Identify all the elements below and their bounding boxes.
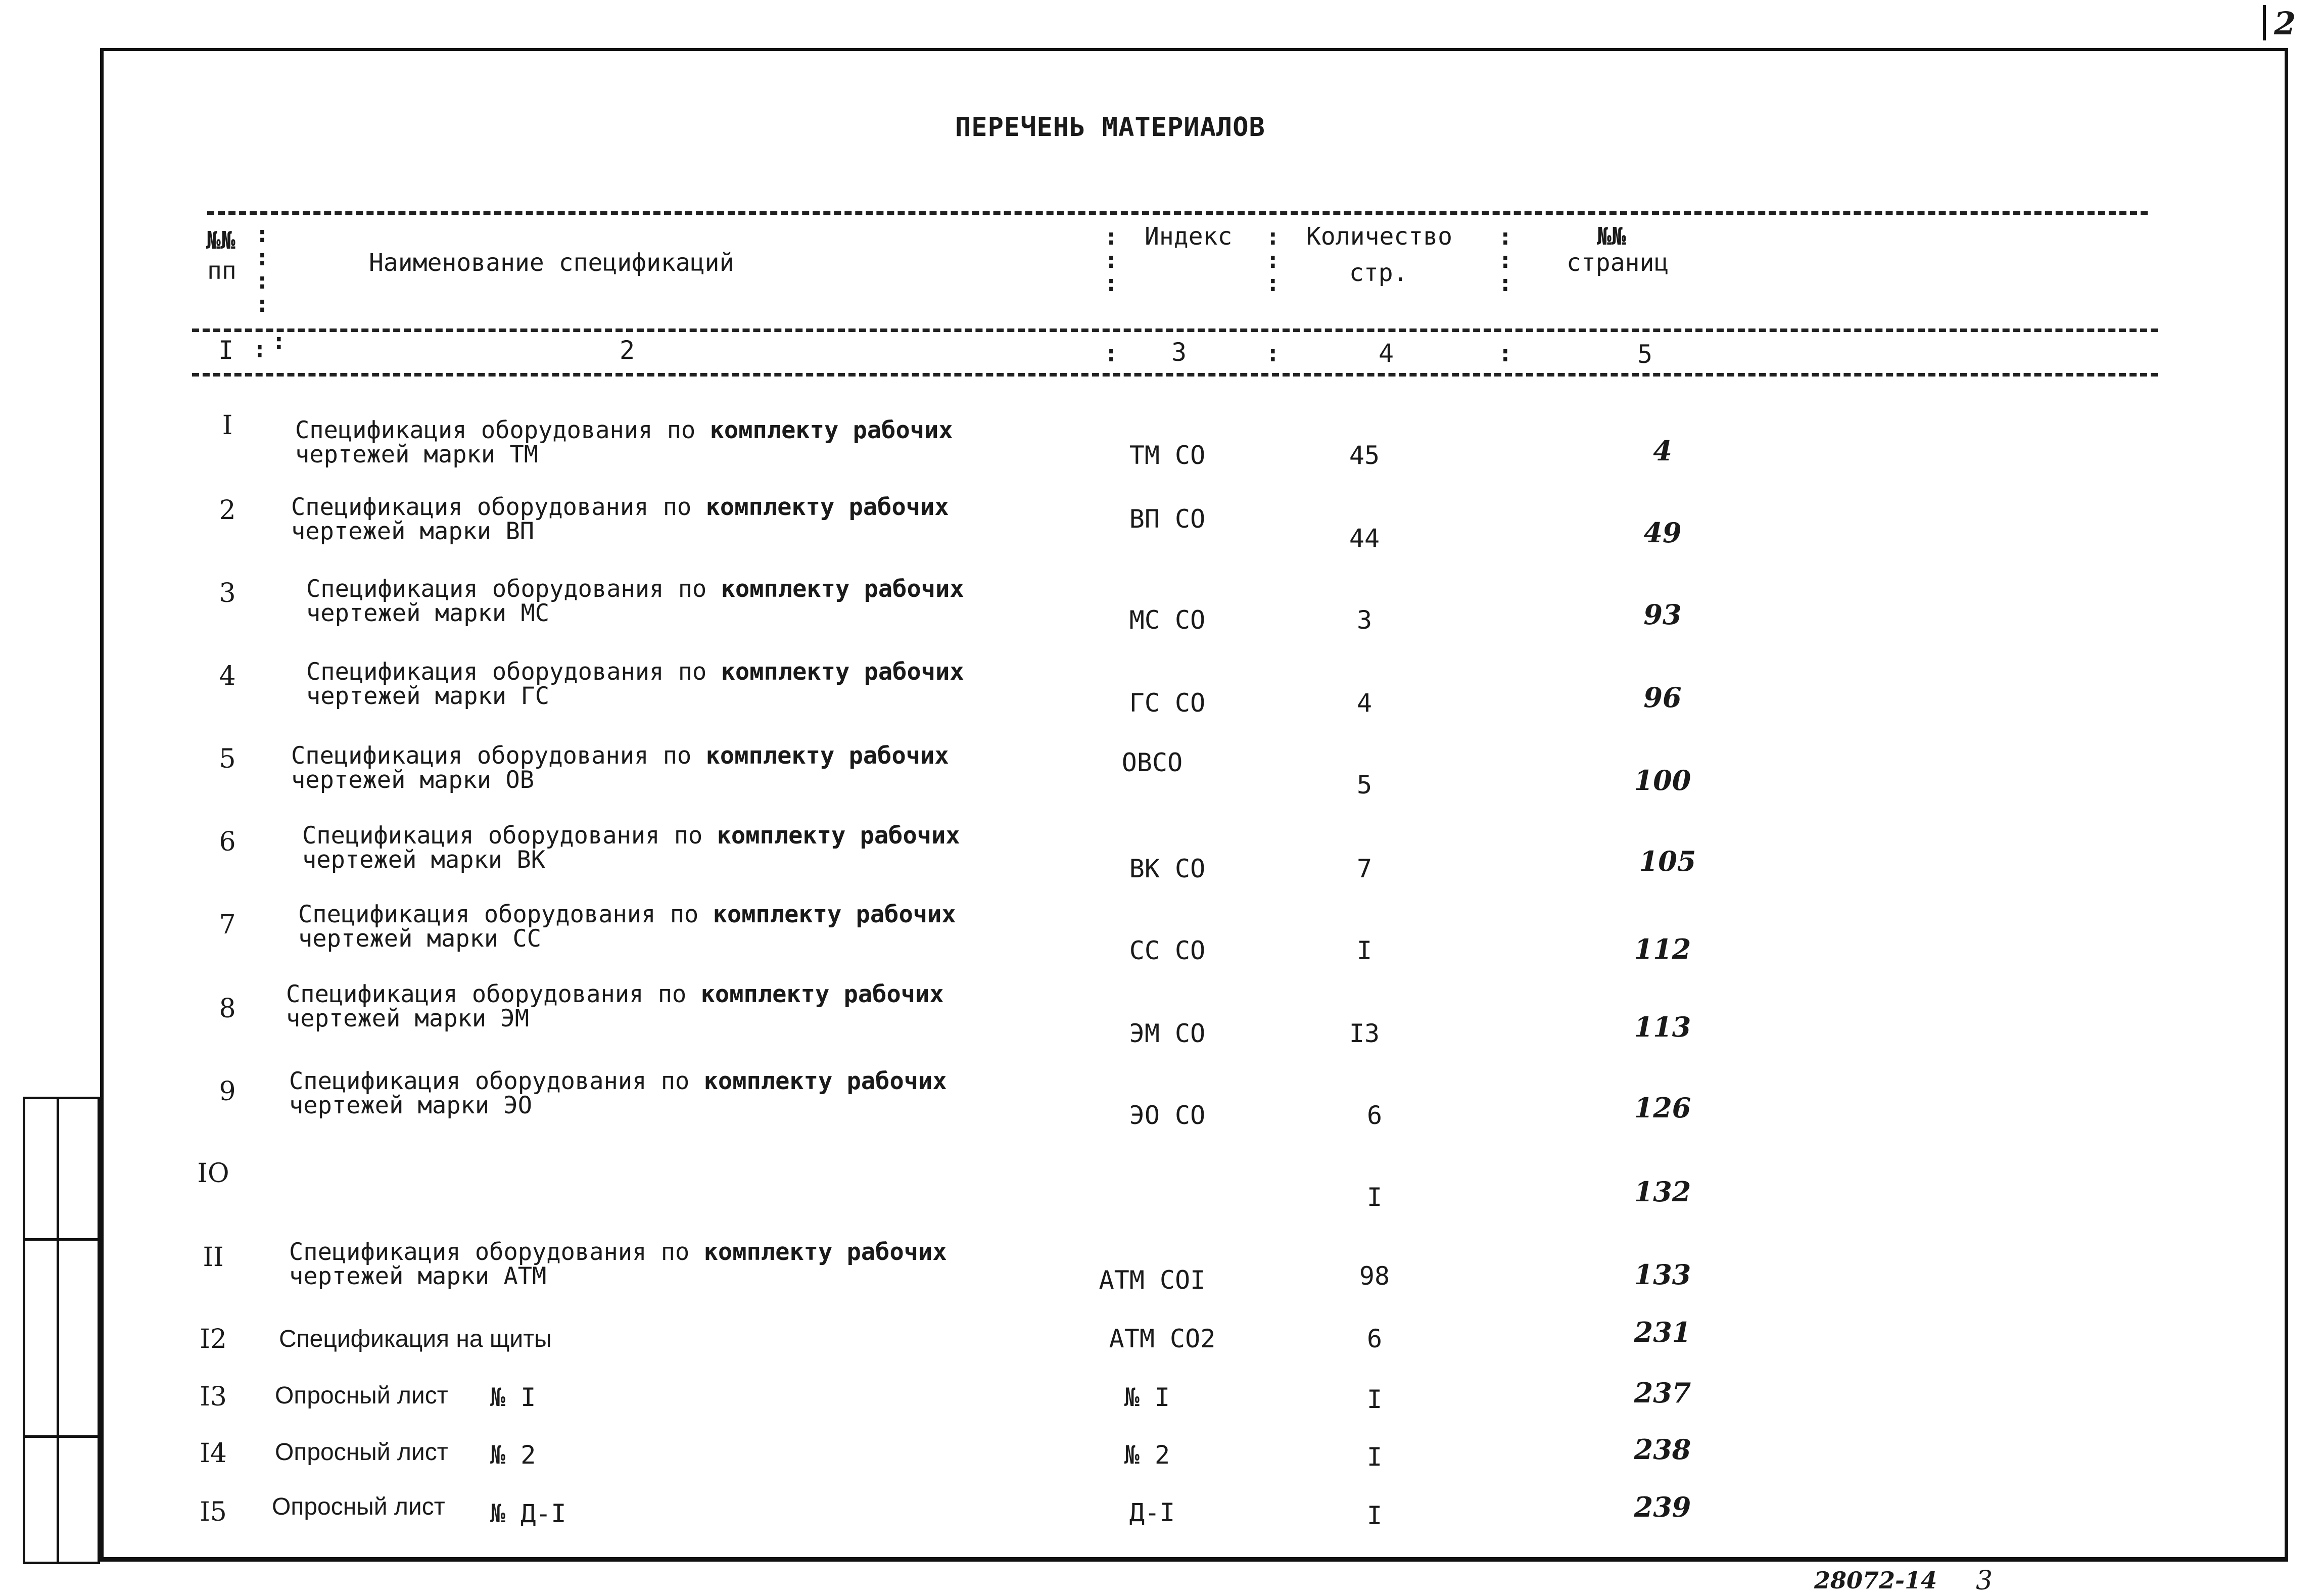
column-separator: : : : <box>1266 223 1280 297</box>
row-number: 2 <box>219 495 236 526</box>
header-row-number-label-2: пп <box>207 257 236 285</box>
column-separator: : : : : <box>255 220 269 317</box>
row-page: 113 <box>1634 1011 1691 1043</box>
row-name: Опросный лист <box>275 1439 448 1466</box>
row-index: АТМ СО2 <box>1109 1324 1216 1353</box>
row-page: 238 <box>1634 1433 1691 1466</box>
row-name: Спецификация оборудования по комплекту рабочих чертежей марки МС <box>306 575 964 627</box>
row-name-suffix: № 2 <box>490 1440 536 1470</box>
row-page: 231 <box>1634 1316 1691 1348</box>
row-number: 8 <box>219 994 236 1024</box>
row-index: ВК СО <box>1129 854 1206 883</box>
row-number: II <box>203 1242 224 1273</box>
column-number: 3 <box>1171 338 1187 367</box>
row-quantity: 3 <box>1356 605 1372 635</box>
row-index: ВП СО <box>1129 504 1206 534</box>
column-number: 4 <box>1379 339 1394 368</box>
column-separator: : : : <box>1498 223 1512 297</box>
column-numbers-rule <box>192 373 2158 377</box>
row-quantity: 5 <box>1356 770 1372 800</box>
row-quantity: 44 <box>1349 524 1380 553</box>
column-number: I <box>218 336 234 365</box>
row-name: Спецификация оборудования по комплекту рабочих чертежей марки ВК <box>302 822 960 874</box>
row-page: 237 <box>1634 1377 1691 1409</box>
row-number: I5 <box>200 1497 227 1527</box>
header-bottom-rule <box>192 328 2158 332</box>
row-number: 3 <box>219 578 236 608</box>
row-quantity: I <box>1366 1442 1383 1472</box>
row-page: 105 <box>1639 845 1696 877</box>
row-name-suffix: № I <box>490 1383 536 1412</box>
row-index: ЭМ СО <box>1129 1019 1206 1048</box>
row-quantity: I <box>1366 1183 1383 1212</box>
row-name: Спецификация оборудования по комплекту рабочих чертежей марки ОВ <box>291 742 949 794</box>
row-index: ОВСО <box>1121 748 1183 777</box>
row-number: I <box>222 410 233 441</box>
row-quantity: 6 <box>1366 1324 1383 1353</box>
row-index: ТМ СО <box>1129 441 1206 470</box>
row-name: Спецификация оборудования по комплекту рабочих чертежей марки АТМ <box>289 1238 947 1290</box>
row-page: 112 <box>1634 933 1691 965</box>
binding-strip <box>23 1097 100 1564</box>
row-name: Спецификация оборудования по комплекту рабочих чертежей марки ЭО <box>289 1067 947 1119</box>
row-index: АТМ СОI <box>1099 1265 1206 1295</box>
corner-mark <box>2263 5 2266 40</box>
row-page: 49 <box>1643 517 1682 549</box>
row-number: 7 <box>219 910 236 940</box>
row-number: 4 <box>219 661 236 691</box>
row-page: 96 <box>1643 681 1682 714</box>
row-index: Д-I <box>1129 1498 1175 1527</box>
column-separator: : <box>1498 340 1512 367</box>
row-page: 132 <box>1634 1176 1691 1208</box>
row-name-suffix: № Д-I <box>490 1499 566 1528</box>
page-number: 3 <box>1976 1566 1993 1596</box>
header-pages-label-2: страниц <box>1567 249 1669 277</box>
row-number: 6 <box>219 827 236 857</box>
column-separator: : : : <box>1104 223 1118 297</box>
header-row-number-label: №№ <box>206 226 235 255</box>
row-name: Спецификация оборудования по комплекту рабочих чертежей марки ЭМ <box>286 980 944 1032</box>
row-number: I4 <box>200 1438 227 1469</box>
column-number: 5 <box>1637 340 1653 369</box>
row-name: Опросный лист <box>275 1382 448 1409</box>
document-code: 28072-14 <box>1814 1567 1937 1594</box>
row-index: СС СО <box>1129 936 1206 965</box>
row-page: 93 <box>1643 598 1682 631</box>
row-quantity: I <box>1366 1501 1383 1530</box>
page-title: ПЕРЕЧЕНЬ МАТЕРИАЛОВ <box>955 112 1265 143</box>
row-index: ЭО СО <box>1129 1101 1206 1130</box>
row-index: № 2 <box>1124 1440 1170 1470</box>
row-number: 9 <box>219 1076 236 1107</box>
row-index: № I <box>1124 1383 1170 1412</box>
row-quantity: I <box>1356 936 1372 965</box>
header-name-label: Наименование спецификаций <box>369 249 734 277</box>
header-pages-label: №№ <box>1597 222 1626 251</box>
row-name: Спецификация оборудования по комплекту рабочих чертежей марки ВП <box>291 493 949 545</box>
row-quantity: 98 <box>1359 1261 1390 1291</box>
row-quantity: 6 <box>1366 1101 1383 1130</box>
row-name: Спецификация оборудования по комплекту рабочих чертежей марки ГС <box>306 658 964 710</box>
row-page: 239 <box>1634 1491 1691 1523</box>
header-top-rule <box>207 211 2148 215</box>
row-index: МС СО <box>1129 605 1206 635</box>
column-number: 2 <box>620 336 635 365</box>
row-number: I3 <box>200 1382 227 1412</box>
binding-strip-divider <box>57 1097 59 1564</box>
row-page: 100 <box>1634 764 1691 796</box>
binding-strip-rule <box>23 1435 100 1438</box>
binding-strip-rule <box>23 1238 100 1241</box>
column-separator: : <box>1104 340 1118 367</box>
row-name: Спецификация оборудования по комплекту рабочих чертежей марки ТМ <box>295 416 953 468</box>
header-quantity-label: Количество <box>1306 222 1452 251</box>
row-quantity: I3 <box>1349 1019 1380 1048</box>
column-separator: : <box>272 327 286 355</box>
sheet-number: 2 <box>2274 5 2296 42</box>
row-number: 5 <box>219 744 236 774</box>
header-index-label: Индекс <box>1145 222 1233 251</box>
row-name: Опросный лист <box>272 1493 445 1520</box>
row-number: I2 <box>200 1324 227 1354</box>
column-separator: : <box>1266 340 1280 367</box>
row-quantity: 45 <box>1349 441 1380 470</box>
row-number: IO <box>197 1158 229 1189</box>
row-quantity: 4 <box>1356 688 1372 718</box>
row-name: Спецификация на щиты <box>279 1326 552 1352</box>
row-name: Спецификация оборудования по комплекту рабочих чертежей марки СС <box>298 901 956 953</box>
header-quantity-label-2: стр. <box>1349 259 1408 287</box>
row-page: 126 <box>1634 1092 1691 1124</box>
column-separator: : <box>253 336 267 363</box>
row-quantity: 7 <box>1356 854 1372 883</box>
row-index: ГС СО <box>1129 688 1206 718</box>
row-page: 133 <box>1634 1258 1691 1291</box>
row-page: 4 <box>1653 435 1672 467</box>
row-quantity: I <box>1366 1385 1383 1414</box>
